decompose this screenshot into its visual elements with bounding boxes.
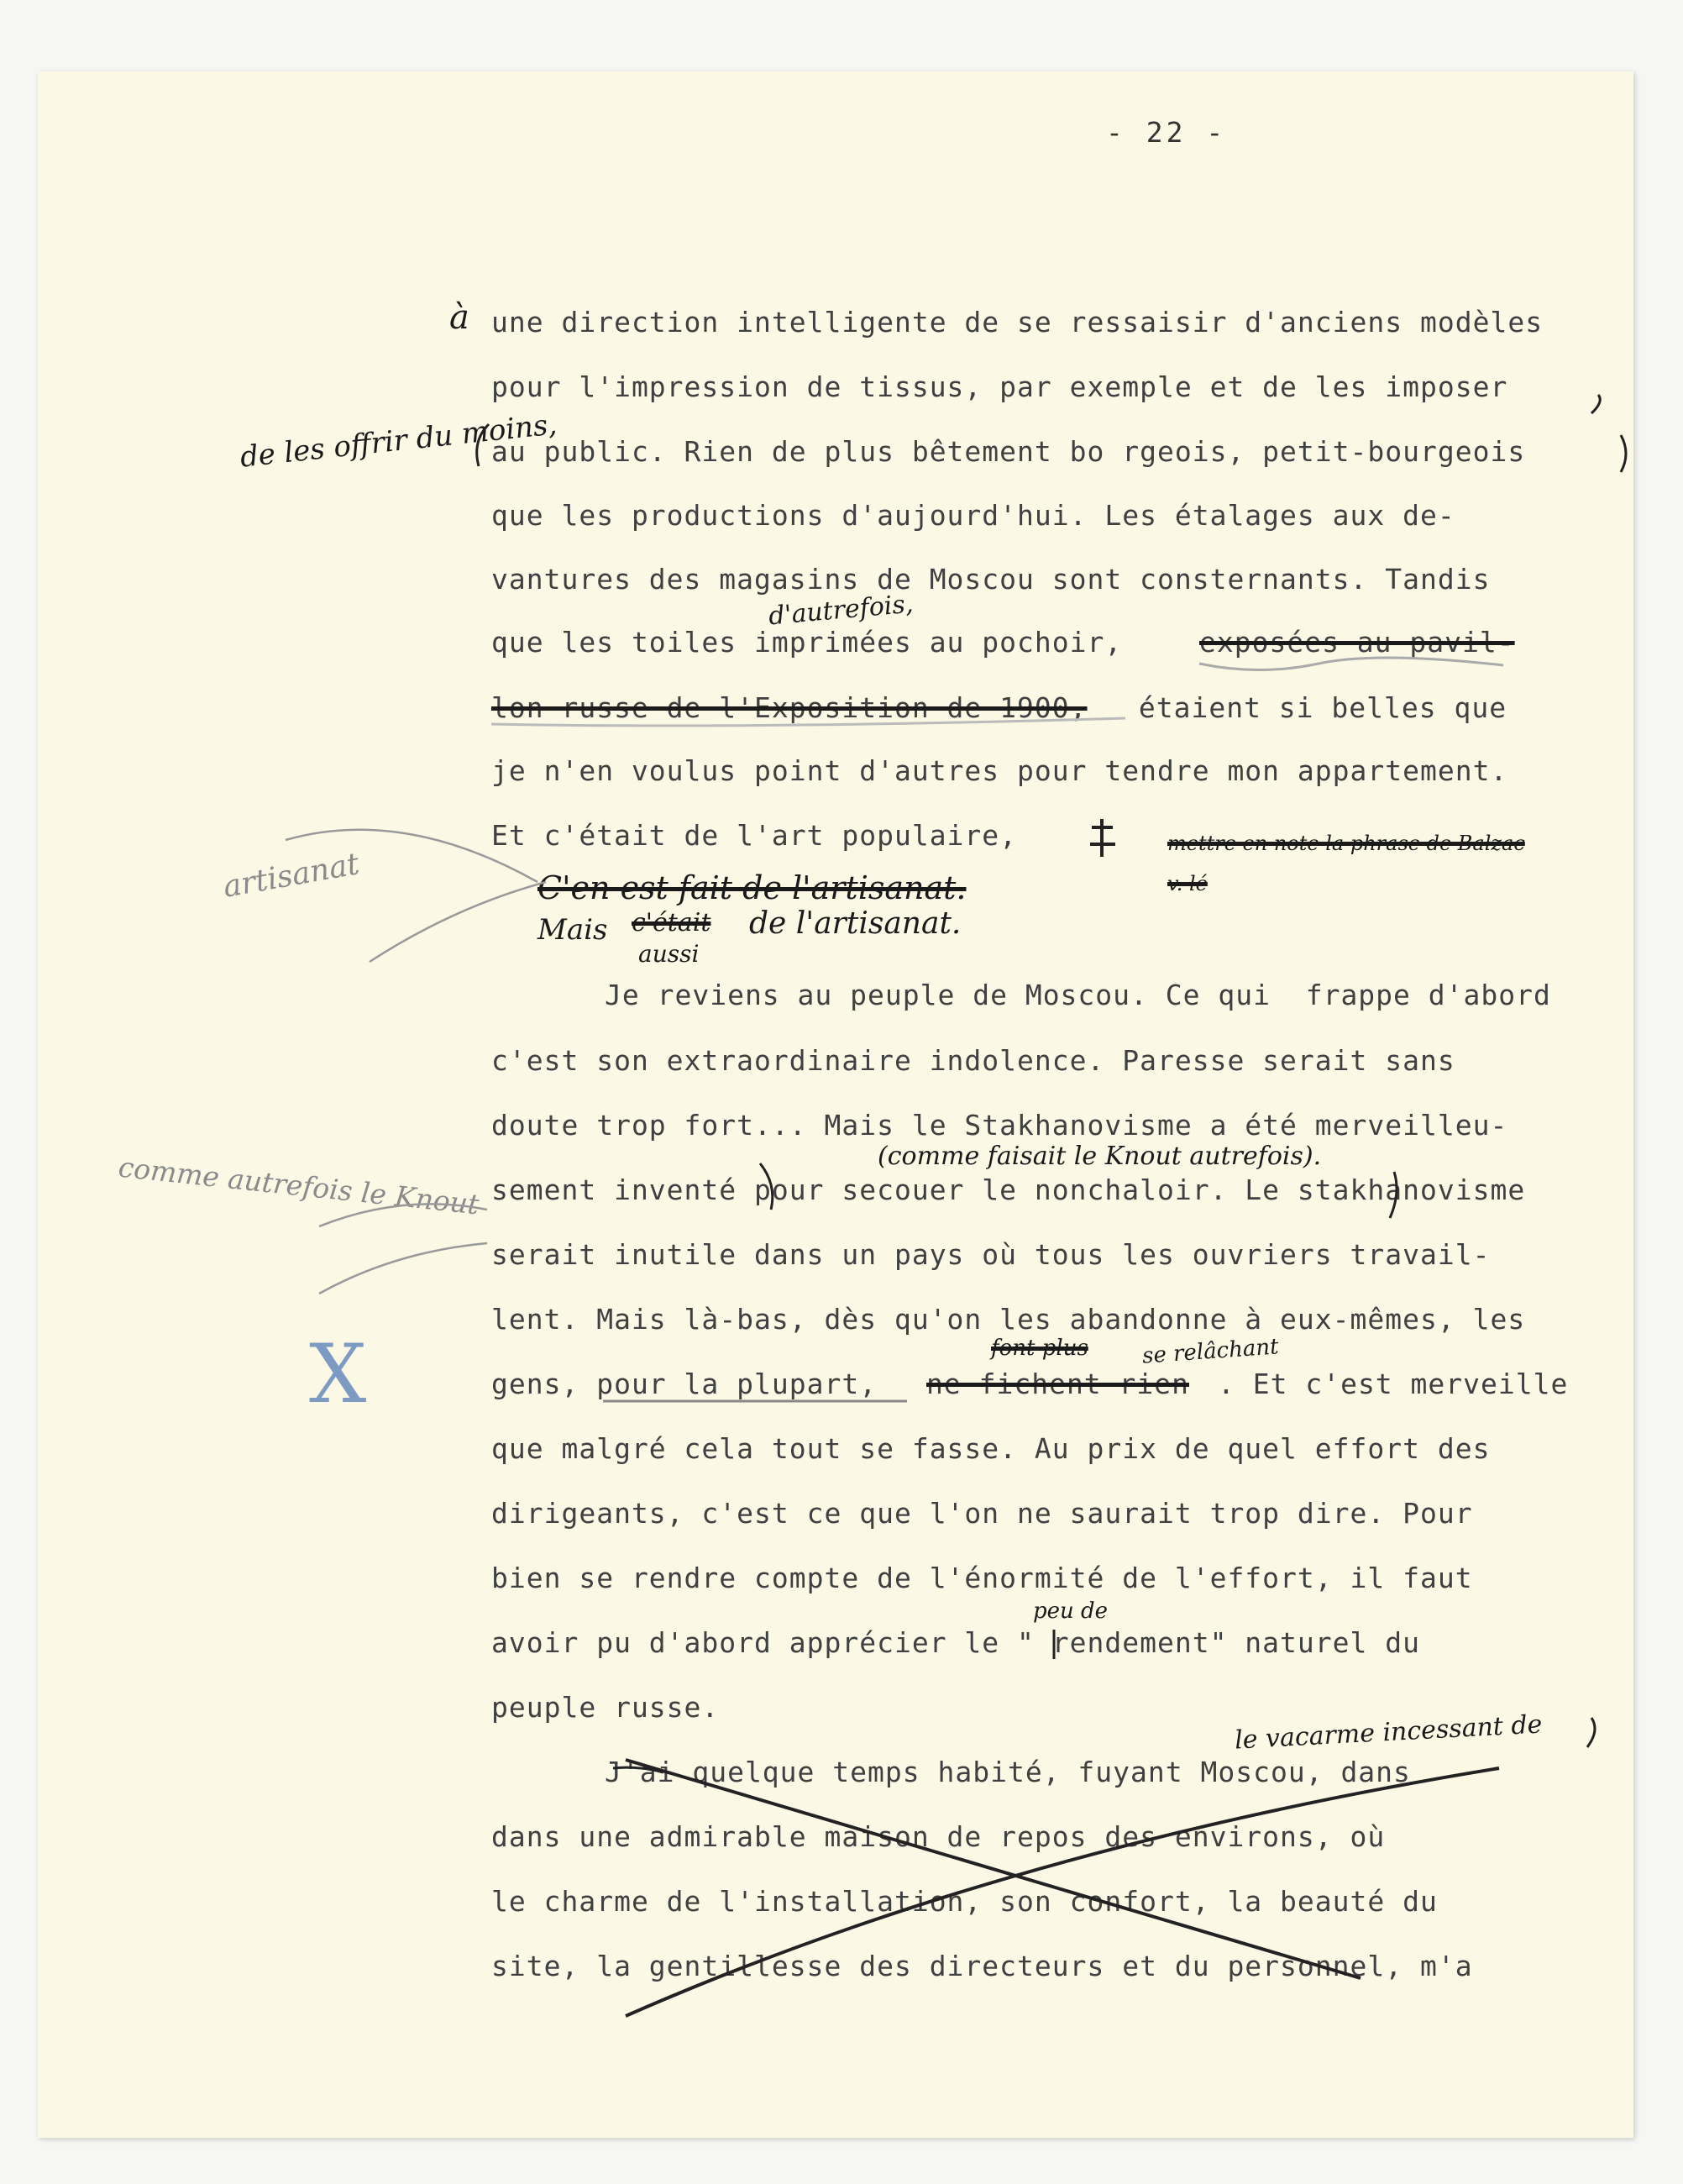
typed-line-25: site, la gentillesse des directeurs et du personnel, m'a <box>491 1950 1473 1982</box>
typed-line-7b: étaient si belles que <box>1121 691 1507 724</box>
handwritten-se-relachant: se relâchant <box>1141 1334 1280 1369</box>
handwritten-comme-knout: (comme faisait le Knout autrefois). <box>878 1142 1322 1171</box>
typed-line-16-struck: ne fichent rien <box>926 1368 1190 1400</box>
typed-line-6-struck: exposées au pavil- <box>1199 626 1515 659</box>
typed-line-2: pour l'impression de tissus, par exemple et de les imposer <box>491 370 1508 403</box>
typed-line-16c: . Et c'est merveille <box>1218 1368 1569 1400</box>
handwritten-mais: Mais <box>537 913 608 947</box>
handwritten-struck-etait: c'était <box>632 908 711 937</box>
typed-line-4: que les productions d'aujourd'hui. Les étalages aux de- <box>491 499 1455 532</box>
handwritten-a-accent: à <box>449 298 469 337</box>
handwritten-artisanat-margin: artisanat <box>220 847 362 905</box>
typed-line-17: que malgré cela tout se fasse. Au prix de quel effort des <box>491 1432 1491 1465</box>
handwritten-right-note-1: mettre en note la phrase de Balzac <box>1167 832 1525 855</box>
handwritten-right-note-2: v. lé <box>1167 872 1208 895</box>
typed-line-12: doute trop fort... Mais le Stakhanovisme a été merveilleu- <box>491 1109 1508 1142</box>
typed-line-21: peuple russe. <box>491 1691 720 1724</box>
typed-line-24: le charme de l'installation, son confort, la beauté du <box>491 1885 1438 1918</box>
typed-line-23: dans une admirable maison de repos des environs, où <box>491 1820 1386 1853</box>
typed-line-7-struck: lon russe de l'Exposition de 1900, <box>491 691 1088 724</box>
typed-line-13: sement inventé pour secouer le nonchaloir. Le stakhanovisme <box>491 1173 1526 1206</box>
typed-line-10: Je reviens au peuple de Moscou. Ce qui frappe d'abord <box>605 979 1551 1011</box>
typed-line-15: lent. Mais là-bas, dès qu'on les abandonne à eux-mêmes, les <box>491 1303 1526 1336</box>
handwritten-comme-margin: comme autrefois le Knout <box>117 1150 481 1221</box>
page-number: - 22 - <box>1106 116 1227 149</box>
typed-line-19: bien se rendre compte de l'énormité de l'effort, il faut <box>491 1562 1473 1594</box>
handwritten-de-artisanat: de l'artisanat. <box>749 906 962 941</box>
typed-line-1: une direction intelligente de se ressaisir d'anciens modèles <box>491 306 1544 339</box>
handwritten-de-les-offrir: de les offrir du moins, <box>238 407 558 475</box>
handwritten-le-vacarme: le vacarme incessant de <box>1234 1709 1544 1756</box>
typed-line-11: c'est son extraordinaire indolence. Paresse serait sans <box>491 1044 1455 1077</box>
handwritten-x-mark: X <box>309 1327 367 1421</box>
handwritten-aussi: aussi <box>638 940 700 968</box>
typed-line-22: J'ai quelque temps habité, fuyant Moscou, dans <box>605 1756 1411 1788</box>
typed-line-8: je n'en voulus point d'autres pour tendre mon appartement. <box>491 754 1508 787</box>
typed-line-9: Et c'était de l'art populaire, <box>491 819 1018 852</box>
typed-line-18: dirigeants, c'est ce que l'on ne saurait trop dire. Pour <box>491 1497 1473 1530</box>
handwritten-autrefois: d'autrefois, <box>767 589 915 632</box>
typed-line-20: avoir pu d'abord apprécier le " rendement" naturel du <box>491 1626 1420 1659</box>
handwritten-peu-de: peu de <box>1033 1599 1109 1624</box>
typed-line-3: au public. Rien de plus bêtement bo rgeois, petit-bourgeois <box>491 435 1526 468</box>
typed-line-16a: gens, pour la plupart, <box>491 1368 894 1400</box>
typed-line-5: vantures des magasins de Moscou sont consternants. Tandis <box>491 563 1491 596</box>
handwritten-struck-sentence: C'en est fait de l'artisanat. <box>537 869 967 906</box>
typed-line-14: serait inutile dans un pays où tous les ouvriers travail- <box>491 1238 1491 1271</box>
typed-line-6a: que les toiles imprimées au pochoir, <box>491 626 1140 659</box>
handwritten-font-plus: font plus <box>991 1336 1088 1361</box>
